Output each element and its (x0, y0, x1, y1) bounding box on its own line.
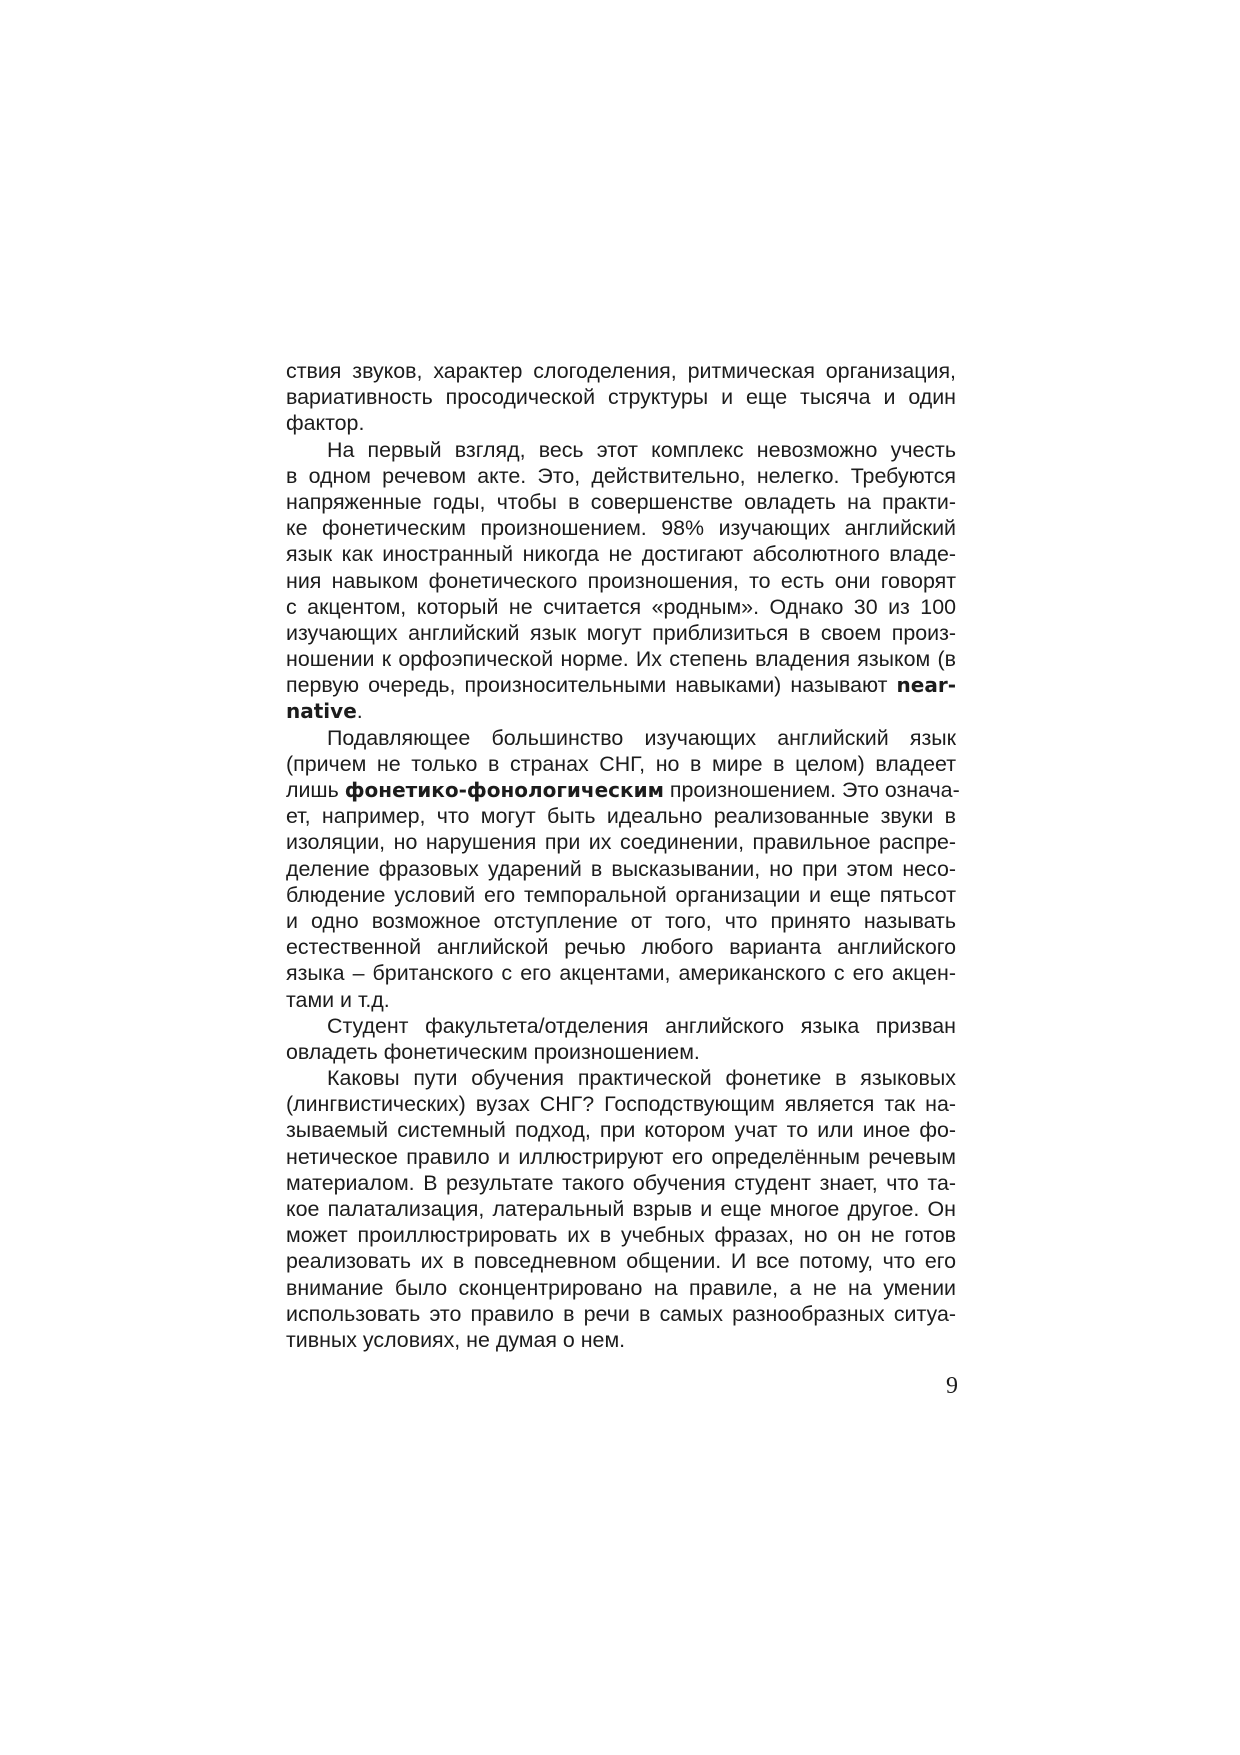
paragraph-1 (286, 358, 956, 437)
text-line: тивных условиях, не думая о нем. (286, 1327, 626, 1352)
text-line: напряженные годы, чтобы в совершенстве овладеть на практи- (286, 489, 956, 514)
page-number: 9 (946, 1373, 958, 1399)
text-line: ет, например, что могут быть идеально реализованные звуки в (286, 804, 956, 829)
text-line: На первый взгляд, весь этот комплекс невозможно учесть (327, 437, 956, 462)
text-line: ния навыком фонетического произношения, то есть они говорят (286, 568, 956, 593)
paragraph-5 (286, 1065, 956, 1353)
text-line: и одно возможное отступление от того, что принято называть (286, 908, 956, 933)
text-line: нетическое правило и иллюстрируют его определённым речевым (286, 1144, 956, 1169)
text-line: блюдение условий его темпоральной организации и еще пятьсот (286, 882, 956, 907)
text-line: естественной английской речью любого варианта английского (286, 935, 956, 960)
text-line: деление фразовых ударений в высказывании, но при этом несо- (286, 856, 956, 881)
text-segment: первую очередь, произносительными навыками) называют (286, 673, 897, 698)
paragraph-2 (286, 437, 956, 725)
text-line: зываемый системный подход, при котором учат то или иное фо- (286, 1118, 956, 1143)
text-line: изоляции, но нарушения при их соединении, правильное распре- (286, 830, 956, 855)
text-line: ношении к орфоэпической норме. Их степень владения языком (в (286, 647, 956, 672)
text-line: кое палатализация, латеральный взрыв и еще многое другое. Он (286, 1197, 956, 1221)
text-line: язык как иностранный никогда не достигают абсолютного владе- (286, 542, 956, 567)
text-line: с акцентом, который не считается «родным». Однако 30 из 100 (286, 594, 956, 619)
paragraph-4 (286, 1013, 956, 1065)
text-line: Каковы пути обучения практической фонетике в языковых (327, 1066, 956, 1091)
text-line: (лингвистических) вузах СНГ? Господствующим является так на- (286, 1092, 956, 1117)
text-line: внимание было сконцентрировано на правиле, а не на умении (286, 1275, 956, 1300)
text-line: использовать это правило в речи в самых разнообразных ситуа- (286, 1301, 956, 1326)
text-line: Подавляющее большинство изучающих английский язык (327, 725, 956, 750)
text-line: в одном речевом акте. Это, действительно, нелегко. Требуются (286, 463, 956, 488)
text-line: реализовать их в повседневном общении. И все потому, что его (286, 1249, 956, 1274)
term-near-native-part2: native (286, 699, 357, 724)
text-line: ствия звуков, характер слогоделения, ритмическая организация, (286, 359, 956, 383)
text-line (286, 672, 956, 698)
text-line: овладеть фонетическим произношением. (286, 1039, 700, 1064)
text-line: Студент факультета/отделения английского языка призван (327, 1013, 956, 1038)
text-line: изучающих английский язык могут приблизиться в своем произ- (286, 620, 956, 645)
text-line: языка – британского с его акцентами, американского с его акцен- (286, 961, 956, 986)
text-segment: произношением. Это означа- (663, 778, 960, 802)
text-line: ке фонетическим произношением. 98% изучающих английский (286, 516, 956, 541)
text-line: тами и т.д. (286, 987, 390, 1012)
text-segment: лишь (286, 778, 345, 802)
text-line: (причем не только в странах СНГ, но в мире в целом) владеет (286, 751, 956, 776)
term-near-native-part1: near- (896, 673, 956, 698)
text-line: вариативность просодической структуры и еще тысяча и один (286, 385, 956, 410)
term-phonetic-phonological: фонетико-фонологическим (344, 778, 664, 802)
text-segment: . (356, 699, 363, 724)
text-line (286, 698, 956, 724)
text-line: материалом. В результате такого обучения студент знает, что та- (286, 1170, 956, 1195)
text-line: фактор. (286, 411, 365, 436)
text-line (286, 777, 960, 803)
body-text (286, 358, 960, 1353)
paragraph-3 (286, 725, 960, 1013)
text-line: может проиллюстрировать их в учебных фразах, но он не готов (286, 1223, 956, 1248)
